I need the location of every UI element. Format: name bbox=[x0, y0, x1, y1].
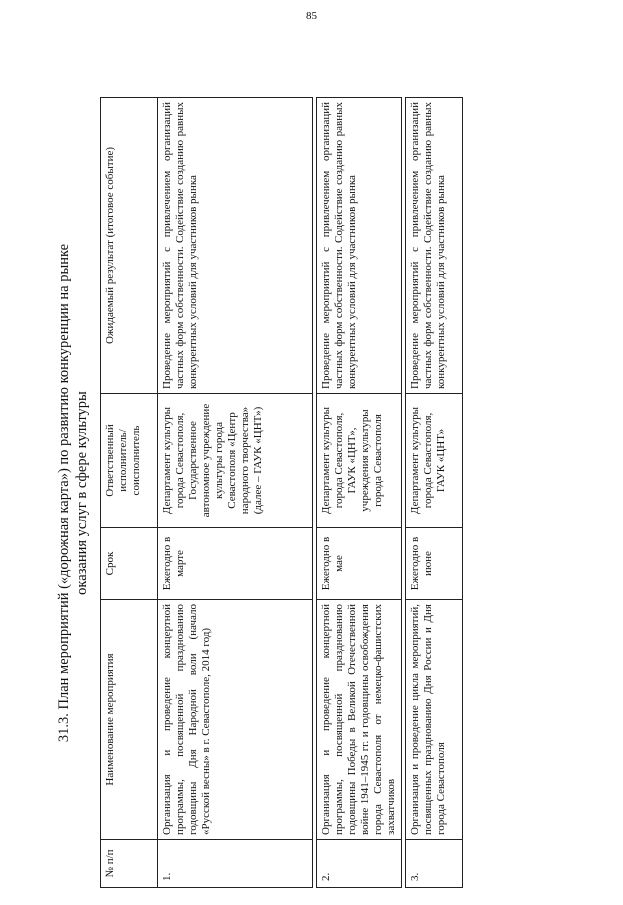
title-line-2: оказания услуг в сфере культуры bbox=[74, 391, 90, 595]
row-num: 3. bbox=[406, 840, 463, 888]
table-row bbox=[317, 98, 402, 888]
row-term: Ежегодно в марте bbox=[158, 528, 313, 600]
row-term: Ежегодно в июне bbox=[406, 528, 463, 600]
header-executor: Ответственный исполнитель/ соисполнитель bbox=[101, 394, 158, 528]
row-result: Проведение мероприятий с привлечением организаций частных форм собственности. Содействие созданию равных конкурентных условий для участников рынка bbox=[317, 98, 402, 394]
row-executor: Департамент культуры города Севастополя, ГАУК «ЦНТ», учреждения культуры города Севастополя bbox=[317, 394, 402, 528]
title-line-1: 31.3. План мероприятий («дорожная карта») по развитию конкуренции на рынке bbox=[56, 243, 72, 743]
row-executor: Департамент культуры города Севастополя, ГАУК «ЦНТ» bbox=[406, 394, 463, 528]
header-result: Ожидаемый результат (итоговое событие) bbox=[101, 98, 158, 394]
header-term: Срок bbox=[101, 528, 158, 600]
row-term: Ежегодно в мае bbox=[317, 528, 402, 600]
rotated-content bbox=[55, 98, 575, 888]
row-num: 2. bbox=[317, 840, 402, 888]
header-name: Наименование мероприятия bbox=[101, 600, 158, 840]
table-row bbox=[158, 98, 313, 888]
page-number: 85 bbox=[306, 10, 317, 22]
row-name: Организация и проведение концертной программы, посвященной празднованию годовщины Победы в Великой Отечественной войне 1941–1945 гг. и годовщины освобождения города Севастополя от немецко-фашистских захватчиков bbox=[317, 600, 402, 840]
row-num: 1. bbox=[158, 840, 313, 888]
row-result: Проведение мероприятий с привлечением организаций частных форм собственности. Содействие созданию равных конкурентных условий для участников рынка bbox=[406, 98, 463, 394]
row-result: Проведение мероприятий с привлечением организаций частных форм собственности. Содействие созданию равных конкурентных условий для участников рынка bbox=[158, 98, 313, 394]
table-row bbox=[406, 98, 463, 888]
document-title bbox=[55, 98, 91, 888]
row-name: Организация и проведение концертной программы, посвященной празднованию годовщины Дня Народной воли (начало «Русской весны» в г. Севастополе, 2014 год) bbox=[158, 600, 313, 840]
row-name: Организация и проведение цикла мероприятий, посвященных празднованию Дня России и Дня города Севастополя bbox=[406, 600, 463, 840]
roadmap-table bbox=[100, 97, 463, 888]
header-num: № п/п bbox=[101, 840, 158, 888]
row-executor: Департамент культуры города Севастополя, Государственное автономное учреждение культуры города Севастополя «Центр народного творчества» (далее – ГАУК «ЦНТ») bbox=[158, 394, 313, 528]
table-header-row bbox=[101, 98, 158, 888]
